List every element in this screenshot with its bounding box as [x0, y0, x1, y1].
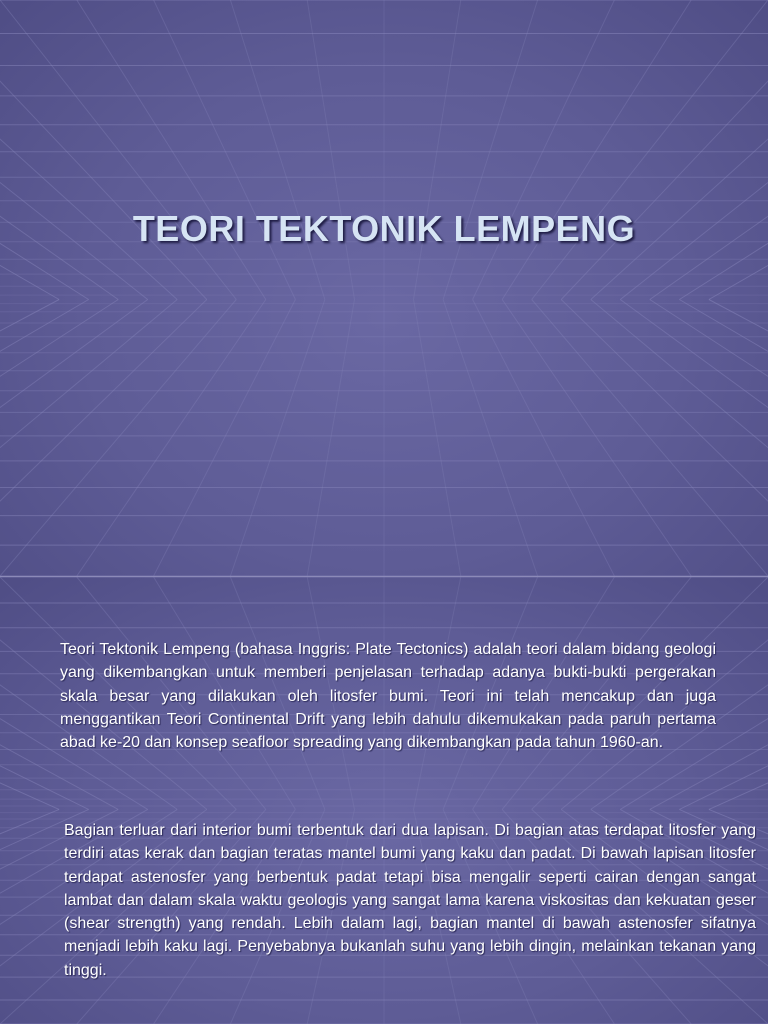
- paragraph-plate-tectonics-definition: Teori Tektonik Lempeng (bahasa Inggris: Plate Tectonics) adalah teori dalam bidang geologi yang dikembangkan untuk memberi penjelasan terhadap adanya bukti-bukti pergerakan skala besar yang dilakukan oleh litosfer bumi. Teori ini telah mencakup dan juga menggantikan Teori Continental Drift yang lebih dahulu dikemukakan pada paruh pertama abad ke-20 dan konsep seafloor spreading yang dikembangkan pada tahun 1960-an.: [60, 641, 716, 752]
- paragraph-earth-layers: Bagian terluar dari interior bumi terbentuk dari dua lapisan. Di bagian atas terdapat litosfer yang terdiri atas kerak dan bagian teratas mantel bumi yang kaku dan padat. Di bawah lapisan litosfer terdapat astenosfer yang berbentuk padat tetapi bisa mengalir seperti cairan dengan sangat lambat dan dalam skala waktu geologis yang sangat lama karena viskositas dan kekuatan geser (shear strength) yang rendah. Lebih dalam lagi, bagian mantel di bawah astenosfer sifatnya menjadi lebih kaku lagi. Penyebabnya bukanlah suhu yang lebih dingin, melainkan tekanan yang tinggi.: [64, 822, 756, 979]
- slide-title: TEORI TEKTONIK LEMPENG: [132, 208, 636, 249]
